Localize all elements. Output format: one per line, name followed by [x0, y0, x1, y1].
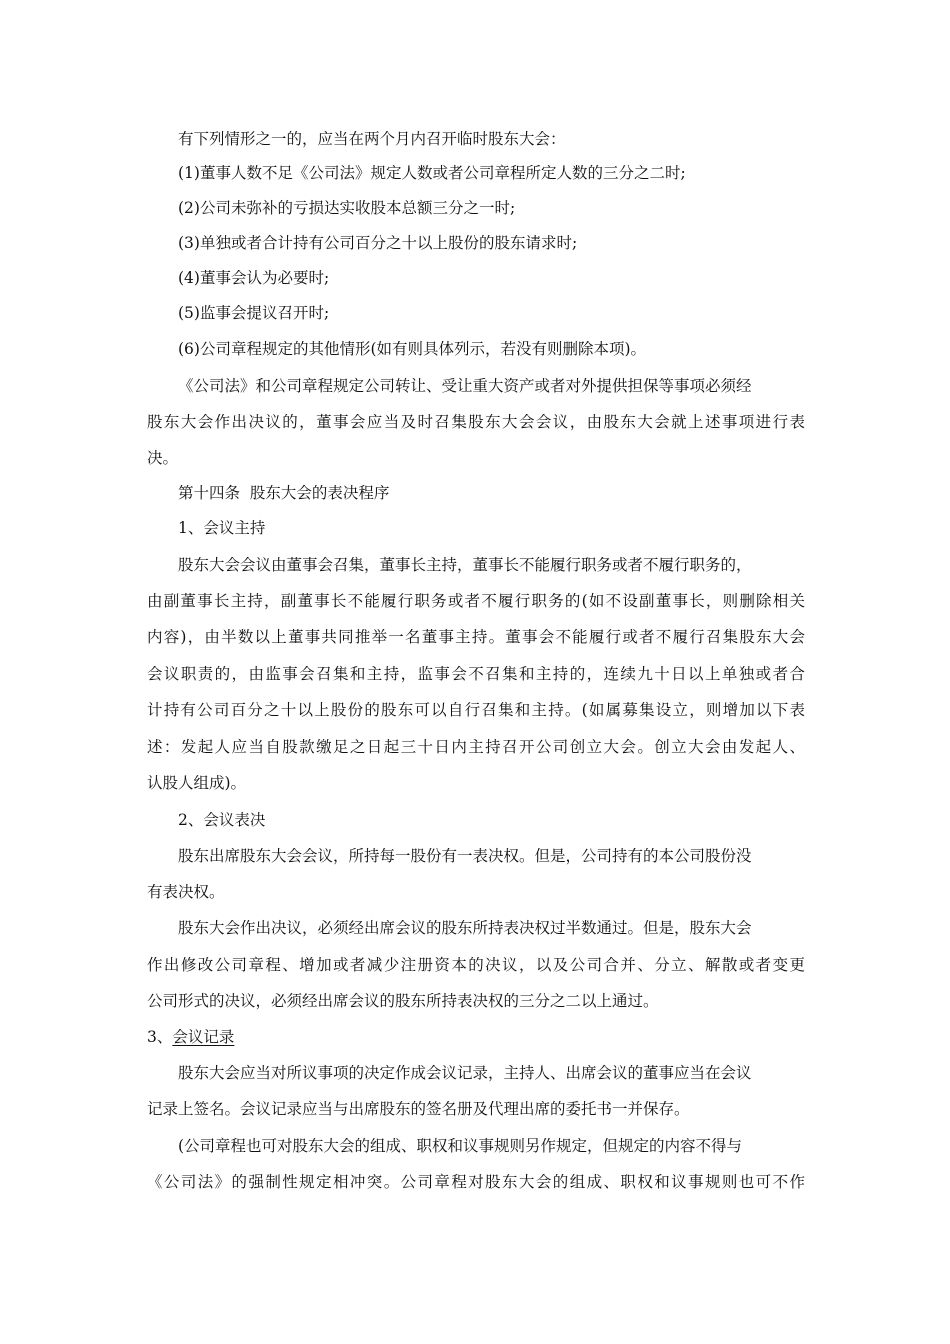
section-1-paragraph-line: 述：发起人应当自股款缴足之日起三十日内主持召开公司创立大会。创立大会由发起人、	[147, 738, 805, 756]
final-paragraph-line: (公司章程也可对股东大会的组成、职权和议事规则另作规定，但规定的内容不得与	[178, 1137, 743, 1155]
section-1-paragraph-line: 由副董事长主持，副董事长不能履行职务或者不履行职务的(如不设副董事长，则删除相关	[147, 592, 805, 610]
case-item: (6)公司章程规定的其他情形(如有则具体列示，若没有则删除本项)。	[178, 340, 647, 358]
transfer-paragraph-line: 股东大会作出决议的，董事会应当及时召集股东大会会议，由股东大会就上述事项进行表	[147, 413, 805, 431]
section-1-heading: 1、会议主持	[178, 519, 266, 537]
case-item: (5)监事会提议召开时;	[178, 304, 330, 322]
section-3-number: 3、	[147, 1028, 173, 1046]
section-2-paragraph-line: 股东大会作出决议，必须经出席会议的股东所持表决权过半数通过。但是，股东大会	[178, 919, 752, 937]
section-3-paragraph-line: 记录上签名。会议记录应当与出席股东的签名册及代理出席的委托书一并保存。	[147, 1100, 690, 1118]
section-1-paragraph-line: 股东大会会议由董事会召集，董事长主持，董事长不能履行职务或者不履行职务的，	[178, 556, 752, 574]
article-heading: 第十四条 股东大会的表决程序	[178, 484, 390, 502]
section-2-paragraph-line: 有表决权。	[147, 883, 225, 901]
section-2-paragraph-line: 作出修改公司章程、增加或者减少注册资本的决议，以及公司合并、分立、解散或者变更	[147, 956, 805, 974]
section-2-paragraph-line: 股东出席股东大会会议，所持每一股份有一表决权。但是，公司持有的本公司股份没	[178, 847, 752, 865]
section-1-paragraph-line: 会议职责的，由监事会召集和主持，监事会不召集和主持的，连续九十日以上单独或者合	[147, 665, 805, 683]
case-item: (2)公司未弥补的亏损达实收股本总额三分之一时;	[178, 199, 516, 217]
section-3-paragraph-line: 股东大会应当对所议事项的决定作成会议记录，主持人、出席会议的董事应当在会议	[178, 1064, 752, 1082]
transfer-paragraph-line: 决。	[147, 449, 179, 467]
case-item: (3)单独或者合计持有公司百分之十以上股份的股东请求时;	[178, 234, 578, 252]
case-item: (1)董事人数不足《公司法》规定人数或者公司章程所定人数的三分之二时;	[178, 164, 686, 182]
section-2-paragraph-line: 公司形式的决议，必须经出席会议的股东所持表决权的三分之二以上通过。	[147, 992, 659, 1010]
section-3-heading	[147, 1027, 234, 1047]
section-1-paragraph-line: 认股人组成)。	[147, 774, 247, 792]
section-1-paragraph-line: 计持有公司百分之十以上股份的股东可以自行召集和主持。(如属募集设立，则增加以下表	[147, 701, 805, 719]
intro-text: 有下列情形之一的，应当在两个月内召开临时股东大会：	[178, 130, 566, 148]
case-item: (4)董事会认为必要时;	[178, 269, 330, 287]
final-paragraph-line: 《公司法》的强制性规定相冲突。公司章程对股东大会的组成、职权和议事规则也可不作	[147, 1173, 805, 1191]
transfer-paragraph-line: 《公司法》和公司章程规定公司转让、受让重大资产或者对外提供担保等事项必须经	[178, 377, 752, 395]
section-3-title: 会议记录	[172, 1028, 235, 1046]
section-1-paragraph-line: 内容)，由半数以上董事共同推举一名董事主持。董事会不能履行或者不履行召集股东大会	[147, 628, 805, 646]
section-2-heading: 2、会议表决	[178, 811, 266, 829]
